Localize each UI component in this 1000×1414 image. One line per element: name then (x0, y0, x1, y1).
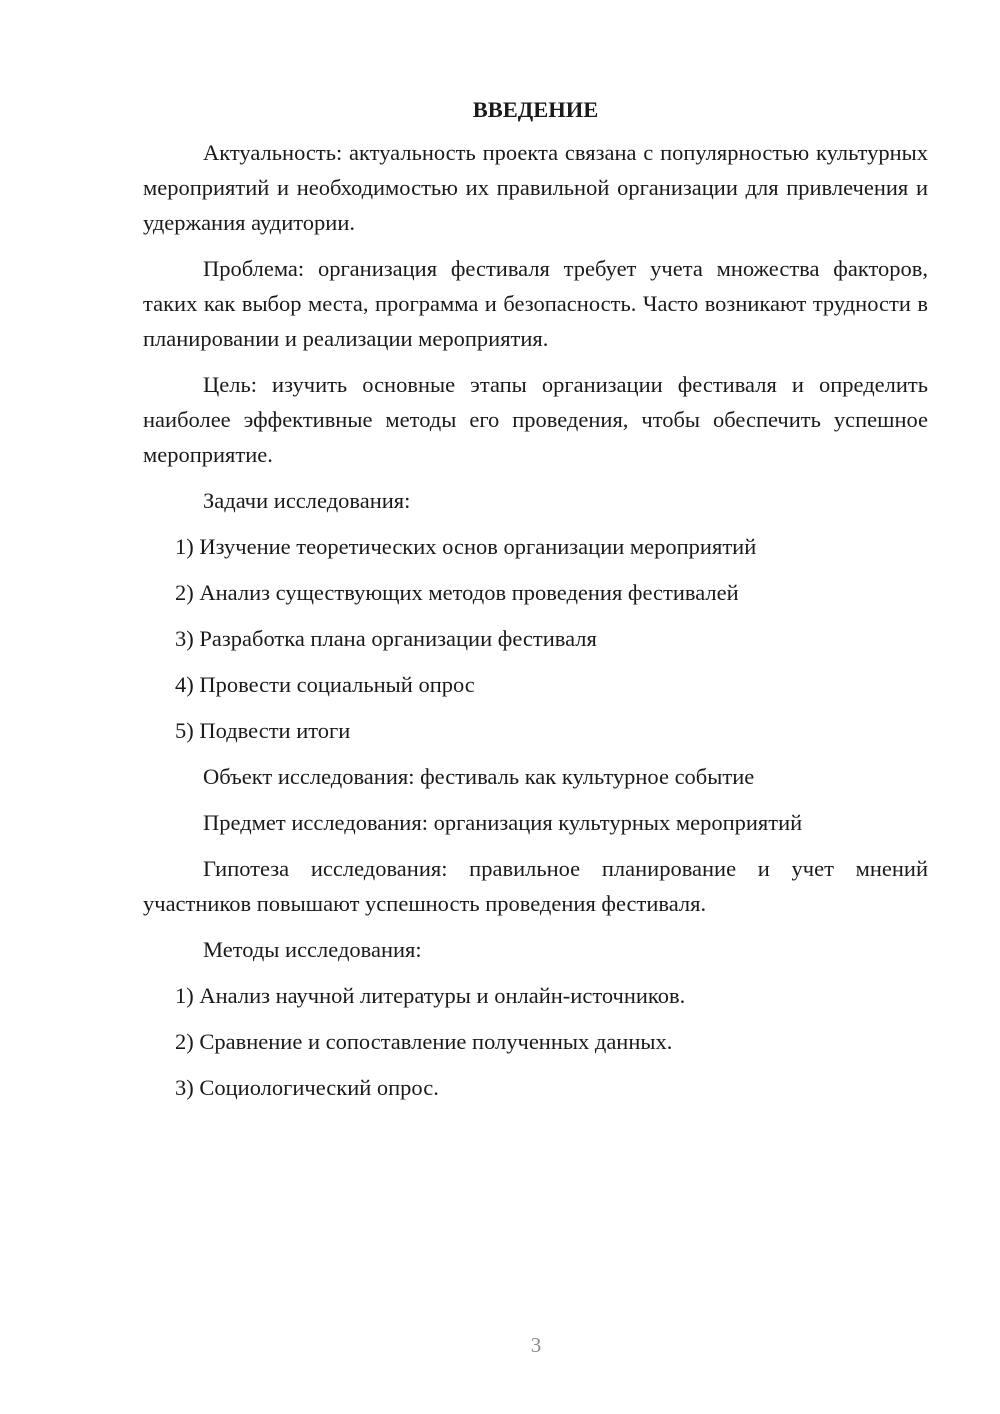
subject-line: Предмет исследования: организация культурных мероприятий (203, 810, 803, 835)
tasks-label: Задачи исследования: (203, 488, 411, 513)
goal-paragraph: Цель: изучить основные этапы организации фестиваля и определить наиболее эффективные методы его проведения, чтобы обеспечить успешное мероприятие. (143, 372, 928, 467)
list-item: 2) Анализ существующих методов проведения фестивалей (175, 580, 739, 605)
relevance-paragraph: Актуальность: актуальность проекта связана с популярностью культурных мероприятий и необходимостью их правильной организации для привлечения и удержания аудитории. (143, 140, 928, 235)
tasks-list (143, 529, 928, 748)
list-item: 1) Анализ научной литературы и онлайн-источников. (175, 983, 686, 1008)
object-line: Объект исследования: фестиваль как культурное событие (203, 764, 755, 789)
methods-label: Методы исследования: (203, 937, 422, 962)
page-number: 3 (530, 1333, 542, 1357)
list-item: 4) Провести социальный опрос (175, 672, 475, 697)
page-content (143, 92, 928, 1105)
list-item: 3) Разработка плана организации фестиваля (175, 626, 597, 651)
problem-paragraph: Проблема: организация фестиваля требует учета множества факторов, таких как выбор места, программа и безопасность. Часто возникают трудности в планировании и реализации мероприятия. (143, 256, 928, 351)
list-item: 1) Изучение теоретических основ организации мероприятий (175, 534, 757, 559)
list-item: 2) Сравнение и сопоставление полученных данных. (175, 1029, 673, 1054)
list-item: 5) Подвести итоги (175, 718, 351, 743)
section-heading: ВВЕДЕНИЕ (472, 97, 599, 122)
list-item: 3) Социологический опрос. (175, 1075, 439, 1100)
methods-list (143, 978, 928, 1105)
hypothesis-paragraph: Гипотеза исследования: правильное планирование и учет мнений участников повышают успешность проведения фестиваля. (143, 856, 928, 916)
